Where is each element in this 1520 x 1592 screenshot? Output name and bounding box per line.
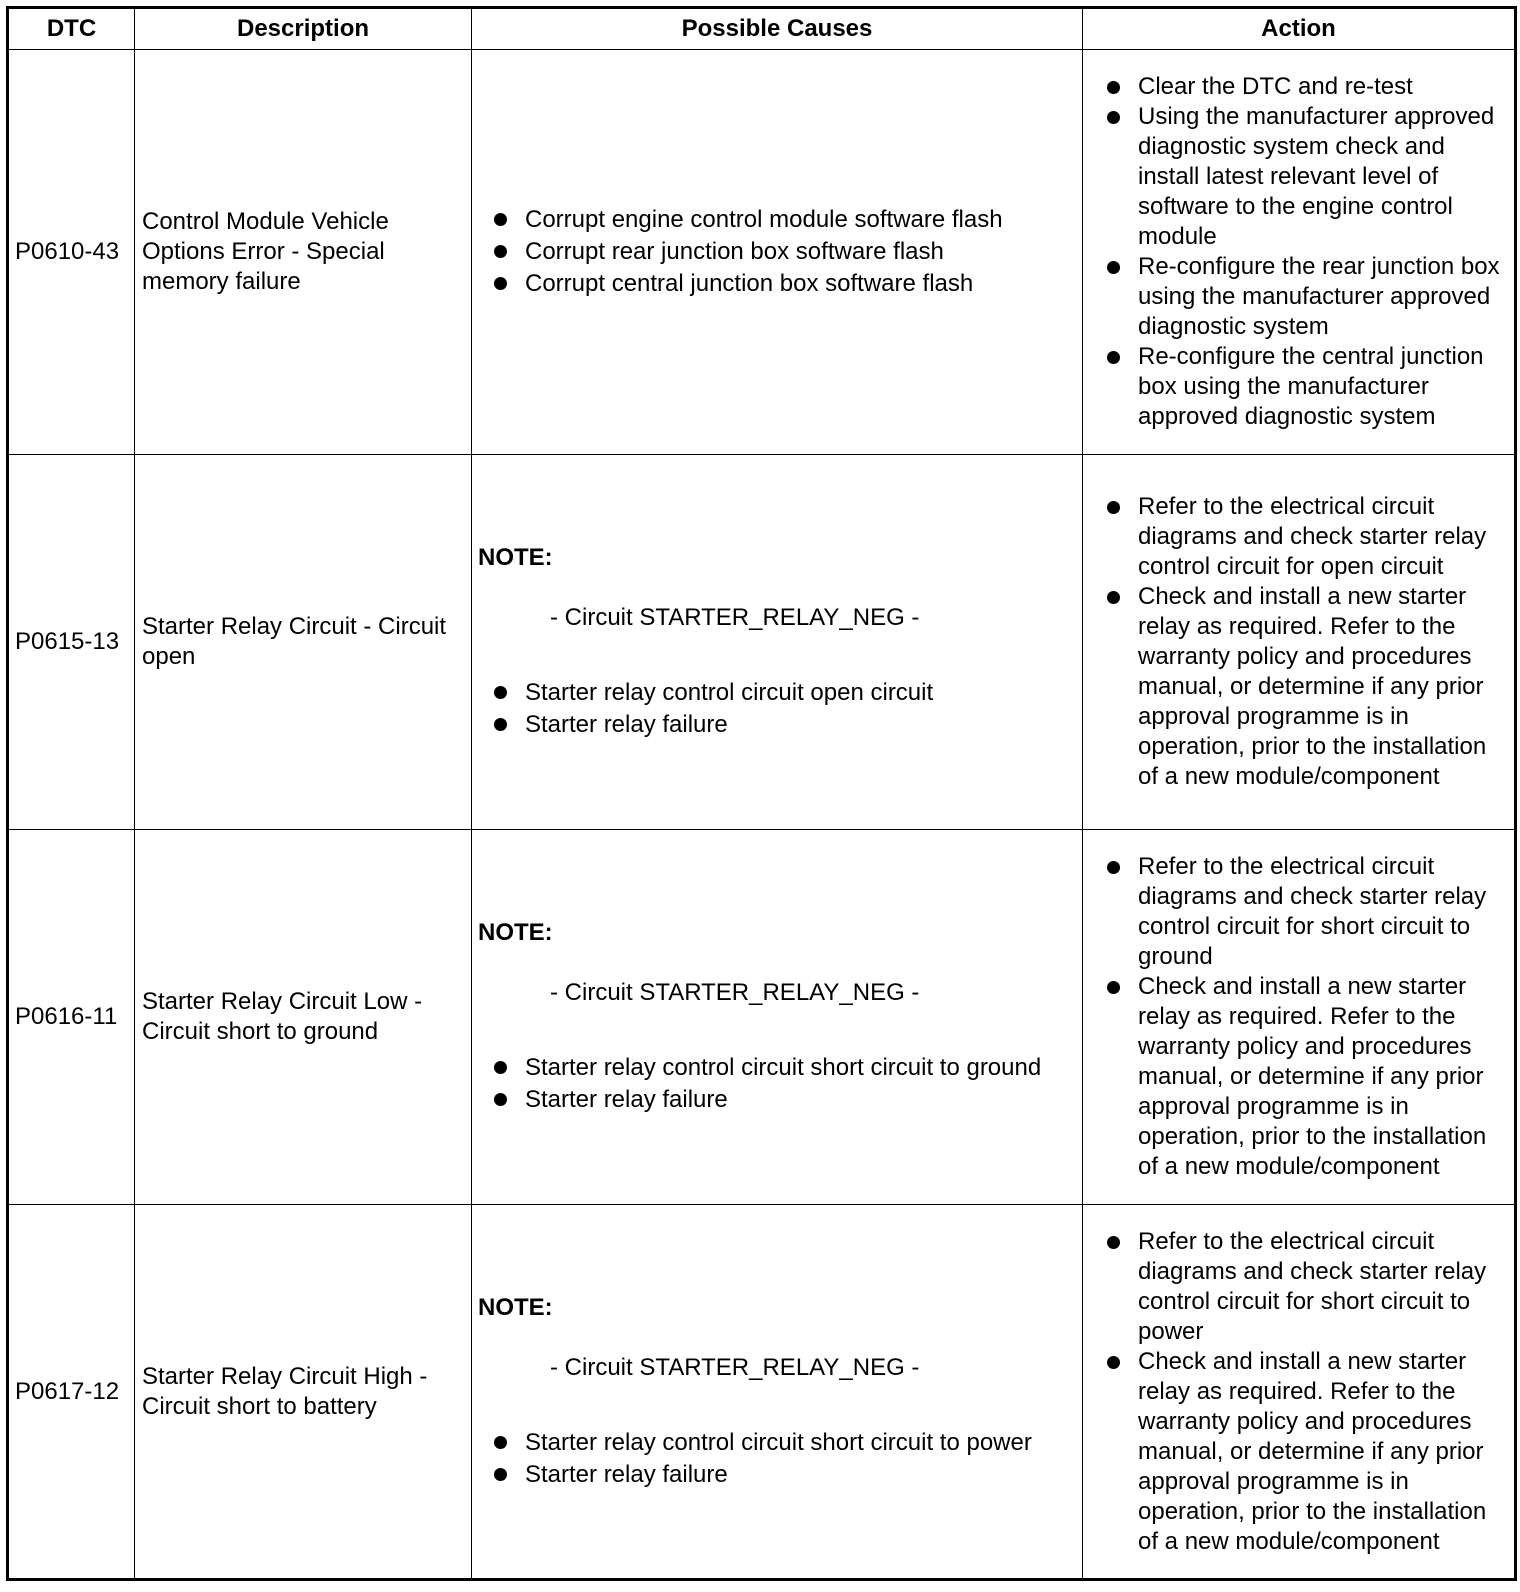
actions-list	[1105, 492, 1512, 792]
bullet-icon	[494, 1468, 507, 1481]
causes-list	[492, 1052, 1078, 1116]
bullet-icon	[1107, 501, 1120, 514]
bullet-icon	[1107, 861, 1120, 874]
table-row	[8, 50, 1516, 455]
table-row	[8, 1205, 1516, 1580]
cause-text: Starter relay control circuit open circuit	[525, 679, 934, 706]
bullet-icon	[494, 213, 507, 226]
header-possible-causes: Possible Causes	[472, 8, 1083, 50]
note-circuit: - Circuit STARTER_RELAY_NEG -	[550, 1353, 920, 1381]
action-text: Using the manufacturer approved diagnostic system check and install latest relevant level of software to the engine control module	[1138, 103, 1495, 250]
actions-list	[1105, 1227, 1512, 1557]
bullet-icon	[494, 245, 507, 258]
action-text: Re-configure the central junction box using the manufacturer approved diagnostic system	[1138, 343, 1484, 430]
actions-list	[1105, 852, 1512, 1182]
header-row	[8, 8, 1516, 50]
action-cell	[1083, 50, 1516, 455]
dtc-code: P0616-11	[8, 830, 135, 1205]
list-item	[1105, 852, 1512, 972]
bullet-icon	[1107, 351, 1120, 364]
possible-causes-cell	[472, 455, 1083, 830]
cause-text: Starter relay control circuit short circuit to power	[525, 1428, 1032, 1456]
list-item	[1105, 252, 1512, 342]
actions-list	[1105, 72, 1512, 432]
list-item	[1105, 492, 1512, 582]
cause-text: Starter relay failure	[525, 1086, 728, 1113]
dtc-table-wrapper	[6, 6, 1517, 1581]
list-item	[1105, 1227, 1512, 1347]
bullet-icon	[1107, 1356, 1120, 1369]
list-item	[1105, 1347, 1512, 1557]
list-item	[1105, 102, 1512, 252]
action-text: Refer to the electrical circuit diagrams and check starter relay control circuit for short circuit to power	[1138, 1227, 1487, 1345]
list-item	[492, 236, 1078, 268]
header-description: Description	[135, 8, 472, 50]
note-label: NOTE:	[478, 919, 553, 946]
bullet-icon	[494, 1436, 507, 1449]
action-text: Re-configure the rear junction box using the manufacturer approved diagnostic system	[1138, 253, 1500, 340]
dtc-description: Control Module Vehicle Options Error - Special memory failure	[135, 50, 472, 455]
bullet-icon	[494, 1061, 507, 1074]
list-item	[1105, 582, 1512, 792]
action-text: Refer to the electrical circuit diagrams and check starter relay control circuit for open circuit	[1138, 493, 1487, 580]
note-label: NOTE:	[478, 544, 553, 571]
action-cell	[1083, 830, 1516, 1205]
possible-causes-cell	[472, 1205, 1083, 1580]
dtc-code: P0615-13	[8, 455, 135, 830]
list-item	[492, 1052, 1078, 1084]
dtc-description: Starter Relay Circuit - Circuit open	[135, 455, 472, 830]
dtc-description: Starter Relay Circuit High - Circuit short to battery	[135, 1205, 472, 1580]
causes-list	[492, 677, 1078, 741]
list-item	[492, 268, 1078, 300]
dtc-table	[6, 6, 1517, 1581]
note-circuit: - Circuit STARTER_RELAY_NEG -	[550, 979, 920, 1006]
table-row	[8, 455, 1516, 830]
action-text: Check and install a new starter relay as required. Refer to the warranty policy and procedures manual, or determine if any prior approval programme is in operation, prior to the installation of a new module/component	[1138, 583, 1487, 790]
dtc-description: Starter Relay Circuit Low - Circuit short to ground	[135, 830, 472, 1205]
list-item	[492, 1427, 1078, 1459]
cause-text: Starter relay failure	[525, 711, 728, 738]
action-cell	[1083, 455, 1516, 830]
bullet-icon	[494, 686, 507, 699]
bullet-icon	[1107, 1236, 1120, 1249]
note-circuit: - Circuit STARTER_RELAY_NEG -	[550, 604, 920, 631]
header-action: Action	[1083, 8, 1516, 50]
list-item	[1105, 342, 1512, 432]
bullet-icon	[494, 718, 507, 731]
bullet-icon	[1107, 981, 1120, 994]
action-cell	[1083, 1205, 1516, 1580]
bullet-icon	[1107, 111, 1120, 124]
action-text: Refer to the electrical circuit diagrams and check starter relay control circuit for short circuit to ground	[1138, 853, 1487, 970]
cause-text: Corrupt central junction box software flash	[525, 270, 974, 297]
bullet-icon	[494, 277, 507, 290]
causes-list	[492, 204, 1078, 300]
causes-list	[492, 1427, 1078, 1491]
list-item	[1105, 972, 1512, 1182]
cause-text: Starter relay failure	[525, 1460, 728, 1488]
list-item	[492, 709, 1078, 741]
bullet-icon	[494, 1093, 507, 1106]
action-text: Clear the DTC and re-test	[1138, 73, 1413, 100]
dtc-code: P0610-43	[8, 50, 135, 455]
list-item	[492, 677, 1078, 709]
list-item	[1105, 72, 1512, 102]
table-row	[8, 830, 1516, 1205]
bullet-icon	[1107, 81, 1120, 94]
list-item	[492, 204, 1078, 236]
bullet-icon	[1107, 591, 1120, 604]
dtc-code: P0617-12	[8, 1205, 135, 1580]
possible-causes-cell	[472, 50, 1083, 455]
action-text: Check and install a new starter relay as required. Refer to the warranty policy and procedures manual, or determine if any prior approval programme is in operation, prior to the installation of a new module/component	[1138, 1347, 1487, 1555]
possible-causes-cell	[472, 830, 1083, 1205]
note-label: NOTE:	[478, 1293, 553, 1321]
cause-text: Corrupt rear junction box software flash	[525, 238, 944, 265]
bullet-icon	[1107, 261, 1120, 274]
list-item	[492, 1084, 1078, 1116]
header-dtc: DTC	[8, 8, 135, 50]
cause-text: Corrupt engine control module software flash	[525, 206, 1003, 233]
action-text: Check and install a new starter relay as required. Refer to the warranty policy and procedures manual, or determine if any prior approval programme is in operation, prior to the installation of a new module/component	[1138, 973, 1487, 1180]
list-item	[492, 1459, 1078, 1491]
cause-text: Starter relay control circuit short circuit to ground	[525, 1054, 1042, 1081]
